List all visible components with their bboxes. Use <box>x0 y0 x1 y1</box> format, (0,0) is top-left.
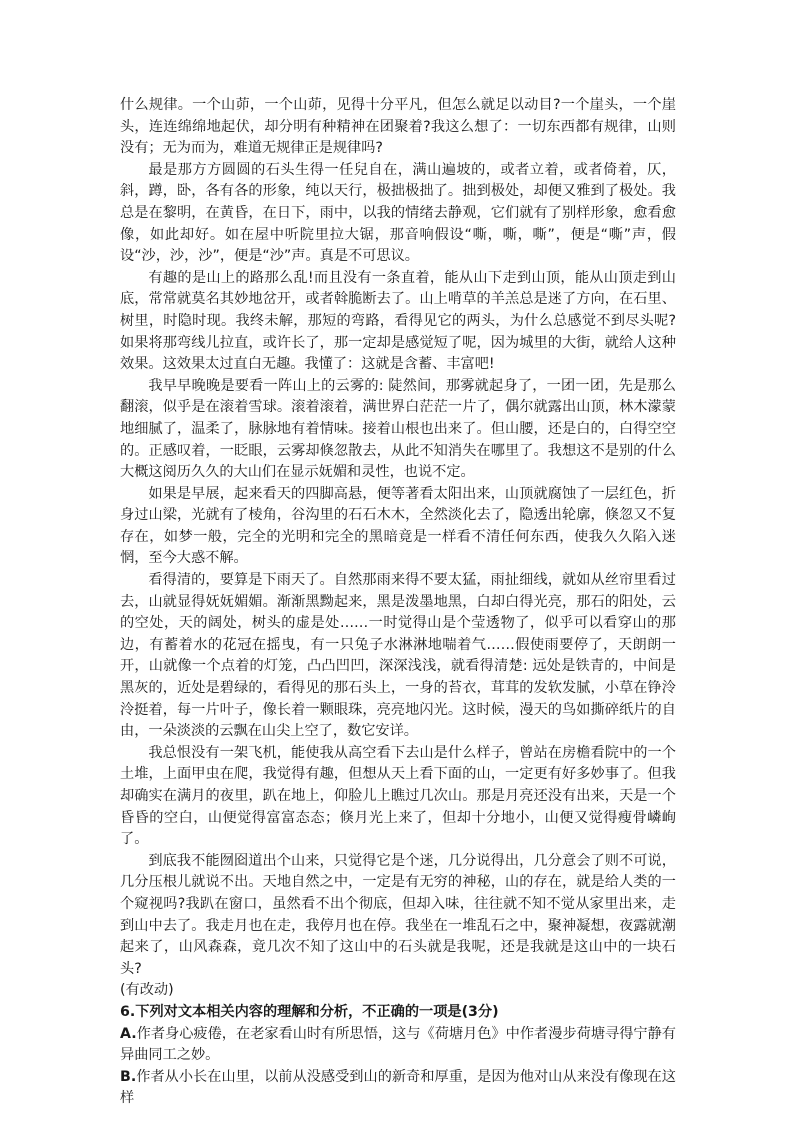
revision-note: (有改动) <box>120 982 174 999</box>
article-paragraph: 我总恨没有一架飞机，能使我从高空看下去山是什么样子，曾站在房檐看院中的一个土堆，上面甲虫在爬，我觉得有趣，但想从天上看下面的山，一定更有好多妙事了。但我却确实在满月的夜里，趴在地上，仰脸儿上瞧过几次山。那是月亮还没有出来，天是一个昏昏的空白，山便觉得富富态态；倏月光上来了，但却十分地小，山便又觉得瘦骨嶙峋了。 <box>120 744 676 848</box>
article-paragraph: 如果是早展，起来看天的四脚高悬，便等著看太阳出来，山顶就腐蚀了一层红色，折身过山梁，光就有了棱角，谷沟里的石石木木，全然淡化去了，隐透出轮廓，倏忽又不复存在，如梦一般，完全的光明和完全的黑暗竟是一样看不清任何东西，使我久久陷入迷惘，至今大惑不解。 <box>120 485 676 567</box>
option-letter: B. <box>120 1068 137 1085</box>
article-paragraph: 最是那方方圆圆的石头生得一任兒自在，满山遍坡的，或者立着，或者倚着，仄，斜，蹲，卧，各有各的形象，纯以天行，极拙极拙了。拙到极处，却便又雅到了极处。我总是在黎明，在黄昏，在日下，雨中，以我的情绪去静观，它们就有了别样形象，愈看愈像，如此却好。如在屋中听院里拉大锯，那音响假设“嘶，嘶，嘶”，便是“嘶”声，假设“沙，沙，沙”，便是“沙”声。真是不可思议。 <box>120 161 676 265</box>
article-paragraph: 什么规律。一个山茆，一个山茆，见得十分平凡，但怎么就足以动目?一个崖头，一个崖头，连连绵绵地起伏，却分明有种精神在团聚着?我这么想了：一切东西都有规律，山则没有；无为而为，难道无规律正是规律吗? <box>120 97 676 157</box>
question-title: 6.下列对文本相关内容的理解和分析，不正确的一项是(3分) <box>120 1003 499 1020</box>
option-text: 作者从小长在山里，以前从没感受到山的新奇和厚重，是因为他对山从来没有像现在这样 <box>120 1068 676 1107</box>
option-text: 作者身心疲倦，在老家看山时有所思悟，这与《荷塘月色》中作者漫步荷塘寻得宁静有异曲同工之妙。 <box>120 1025 676 1064</box>
article-paragraph: 看得清的，要算是下雨天了。自然那雨来得不要太猛，雨扯细线，就如从丝帘里看过去，山就显得妩妩媚媚。渐渐黑黝起来，黑是泼墨地黑，白却白得光亮，那石的阳处，云的空处，天的阔处，树头的虚是处……一时觉得山是个莹透物了，似乎可以看穿山的那边，有蓄着水的花冠在摇曳，有一只兔子水淋淋地喘着气……假使雨要停了，天朗朗一开，山就像一个点着的灯笼，凸凸凹凹，深深浅浅，就看得清楚: 远处是铁青的，中间是黑灰的，近处是碧绿的，看得见的那石头上，一身的苔衣，茸茸的发软发腻，小草在铮泠泠挺着，每一片叶子，像长着一颗眼珠，亮亮地闪光。这时候，漫天的鸟如撕碎纸片的自由，一朵淡淡的云飘在山尖上空了，数它安详。 <box>120 572 676 740</box>
article-paragraph: 到底我不能囫囵道出个山来，只觉得它是个迷，几分说得出，几分意会了则不可说，几分压根儿就说不出。天地自然之中，一定是有无穷的神秘，山的存在，就是给人类的一个窥视吗?我趴在窗口，虽然看不出个彻底，但却入味，往往就不知不觉从家里出来，走到山中去了。我走月也在走，我停月也在停。我坐在一堆乱石之中，聚神凝想，夜露就潮起来了，山风森森，竟几次不知了这山中的石头就是我呢，还是我就是这山中的一块石头? <box>120 852 676 977</box>
option-letter: A. <box>120 1025 137 1042</box>
question-option-a <box>120 1024 676 1067</box>
question-option-b <box>120 1067 676 1110</box>
exam-page <box>120 95 676 1110</box>
article-paragraph: 有趣的是山上的路那么乱!而且没有一条直着，能从山下走到山顶，能从山顶走到山底，常常就莫名其妙地岔开，或者斡脆断去了。山上啃草的羊羔总是迷了方向，在石里、树里，时隐时现。我终未解，那短的弯路，看得见它的两头，为什么总感觉不到尽头呢?如果将那弯线儿拉直，或许长了，那一定却是感觉短了呢，因为城里的大街，就给人这种效果。这效果太过直白无趣。我懂了：这就是含蓄、丰富吧! <box>120 269 676 373</box>
article-paragraph: 我早早晚晚是要看一阵山上的云雾的: 陡然间，那雾就起身了，一团一团，先是那么翻滚，似乎是在滚着雪球。滚着滚着，满世界白茫茫一片了，偶尔就露出山顶，林木濛蒙地细腻了，温柔了，脉脉地有着情味。接着山根也出来了。但山腰，还是白的，白得空空的。正感叹着，一眨眼，云雾却倏忽散去，从此不知消失在哪里了。我想这不是别的什么大概这阅历久久的大山们在显示妩媚和灵性，也说不定。 <box>120 377 676 481</box>
